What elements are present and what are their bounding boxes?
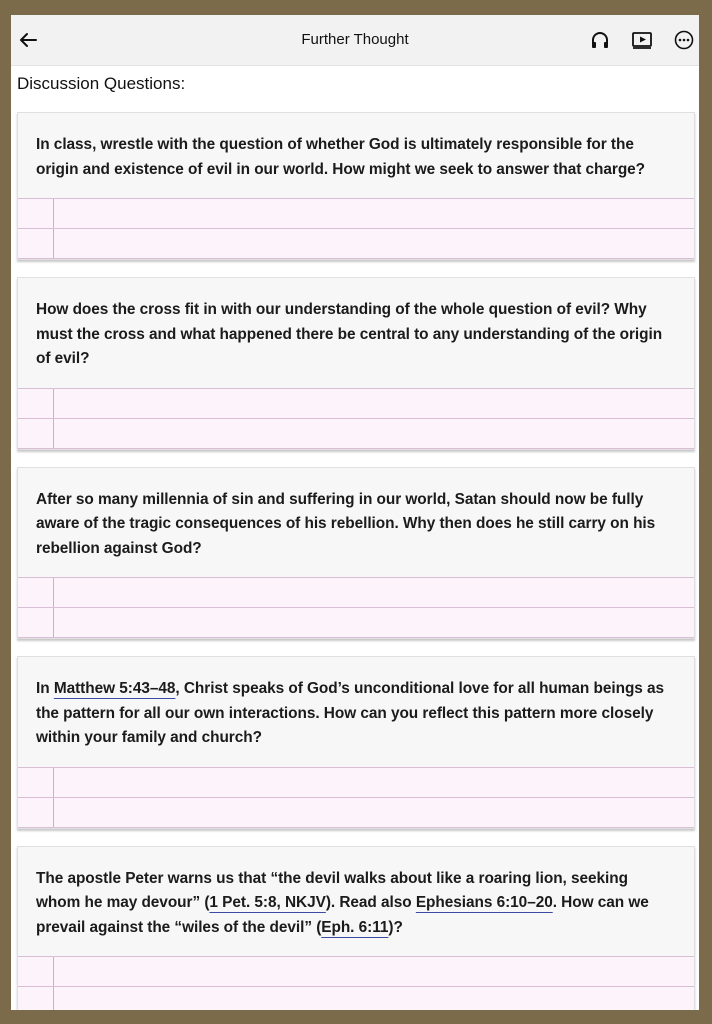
- question-text: [18, 657, 694, 767]
- top-bar: [11, 15, 699, 66]
- question-card: [17, 656, 695, 829]
- answer-line[interactable]: [18, 608, 694, 638]
- play-video-icon[interactable]: [631, 29, 653, 51]
- questions-list: [17, 112, 695, 1010]
- bible-reference-link[interactable]: Eph. 6:11: [321, 918, 389, 936]
- more-options-icon[interactable]: [673, 29, 695, 51]
- answer-area[interactable]: [18, 198, 694, 259]
- answer-line[interactable]: [18, 987, 694, 1010]
- answer-line[interactable]: [18, 419, 694, 449]
- answer-area[interactable]: [18, 956, 694, 1010]
- question-text: [18, 847, 694, 957]
- answer-line[interactable]: [18, 389, 694, 419]
- answer-area[interactable]: [18, 767, 694, 828]
- question-text-part: , Christ speaks of God’s unconditional love for all human beings as the pattern for all our own interactions. How can you reflect this pattern more closely within your family and church?: [36, 680, 665, 746]
- section-heading-text: Discussion Questions: [17, 74, 181, 93]
- toolbar-icons: [589, 29, 695, 51]
- answer-line[interactable]: [18, 199, 694, 229]
- question-card: [17, 467, 695, 640]
- answer-line[interactable]: [18, 768, 694, 798]
- answer-area[interactable]: [18, 577, 694, 638]
- headphones-icon[interactable]: [589, 29, 611, 51]
- answer-line[interactable]: [18, 798, 694, 828]
- question-text: After so many millennia of sin and suffering in our world, Satan should now be fully aware of the tragic consequences of his rebellion. Why then does he still carry on his rebellion against God?: [36, 490, 656, 557]
- answer-line[interactable]: [18, 578, 694, 608]
- question-text-part: ). Read also: [325, 894, 416, 911]
- question-text-part: )?: [388, 918, 403, 936]
- question-card: [17, 277, 695, 450]
- page-title: Further Thought: [301, 31, 409, 48]
- bible-reference-link[interactable]: 1 Pet. 5:8, NKJV: [209, 894, 326, 911]
- bible-reference-link[interactable]: Ephesians 6:10–20: [415, 894, 553, 911]
- answer-line[interactable]: [18, 229, 694, 259]
- question-card: [17, 846, 695, 1011]
- question-text: How does the cross fit in with our understanding of the whole question of evil? Why must the cross and what happened there be central to any understanding of the origin of evil?: [36, 301, 663, 367]
- question-card: [17, 112, 695, 260]
- bible-reference-link[interactable]: Matthew 5:43–48: [53, 680, 176, 697]
- answer-line[interactable]: [18, 957, 694, 987]
- question-text-part: The apostle Peter warns us that “the devil walks about like a roaring lion, seeking whom he may devour” (: [36, 869, 628, 911]
- section-heading: Discussion Questions:: [17, 74, 186, 93]
- question-text-part: In: [36, 680, 54, 697]
- answer-area[interactable]: [18, 388, 694, 449]
- question-text: In class, wrestle with the question of whether God is ultimately responsible for the origin and existence of evil in our world. How might we seek to answer that charge?: [36, 136, 646, 178]
- question-text-part: . How can we prevail against the “wiles of the devil” (: [36, 894, 649, 936]
- screen: [11, 15, 699, 1010]
